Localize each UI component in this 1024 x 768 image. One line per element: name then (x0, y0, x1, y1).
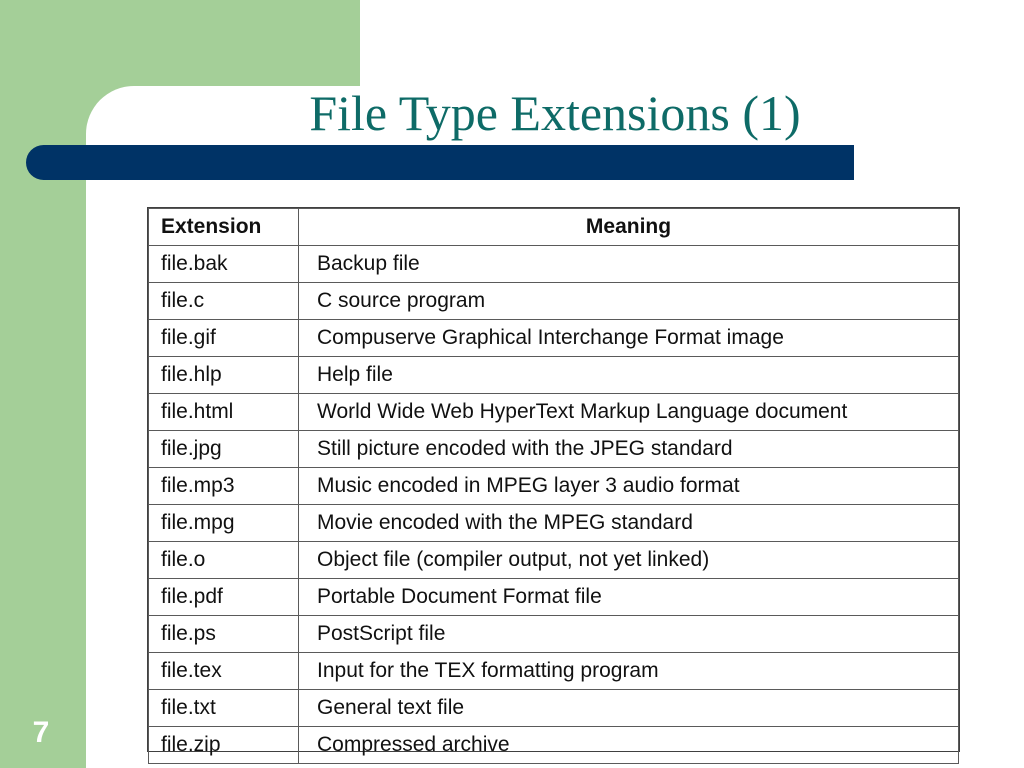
meaning-cell: Compuserve Graphical Interchange Format image (299, 320, 959, 357)
extensions-table (148, 208, 959, 764)
extension-cell: file.gif (149, 320, 299, 357)
table-row (149, 616, 959, 653)
extension-cell: file.tex (149, 653, 299, 690)
extension-cell: file.mpg (149, 505, 299, 542)
extension-cell: file.html (149, 394, 299, 431)
meaning-cell: C source program (299, 283, 959, 320)
meaning-cell: Input for the TEX formatting program (299, 653, 959, 690)
extension-column-header: Extension (149, 209, 299, 246)
extension-cell: file.mp3 (149, 468, 299, 505)
meaning-cell: General text file (299, 690, 959, 727)
extension-cell: file.txt (149, 690, 299, 727)
extension-cell: file.jpg (149, 431, 299, 468)
meaning-column-header: Meaning (299, 209, 959, 246)
table-row (149, 653, 959, 690)
extension-cell: file.bak (149, 246, 299, 283)
meaning-cell: Object file (compiler output, not yet linked) (299, 542, 959, 579)
table-row (149, 579, 959, 616)
meaning-cell: PostScript file (299, 616, 959, 653)
extension-cell: file.zip (149, 727, 299, 764)
meaning-cell: Still picture encoded with the JPEG standard (299, 431, 959, 468)
slide-title: File Type Extensions (1) (309, 85, 801, 141)
meaning-cell: Help file (299, 357, 959, 394)
slide-number: 7 (32, 716, 50, 749)
table-row (149, 542, 959, 579)
meaning-cell: Movie encoded with the MPEG standard (299, 505, 959, 542)
table-header-row (149, 209, 959, 246)
title-underline-bar (26, 145, 854, 180)
table-row (149, 468, 959, 505)
extension-cell: file.c (149, 283, 299, 320)
extension-cell: file.hlp (149, 357, 299, 394)
meaning-cell: Compressed archive (299, 727, 959, 764)
table-row (149, 690, 959, 727)
table-row (149, 320, 959, 357)
table-row (149, 431, 959, 468)
meaning-cell: Portable Document Format file (299, 579, 959, 616)
meaning-cell: Music encoded in MPEG layer 3 audio format (299, 468, 959, 505)
table-body (149, 246, 959, 764)
table-row (149, 246, 959, 283)
extensions-table-frame (147, 207, 960, 756)
table-row (149, 505, 959, 542)
extension-cell: file.o (149, 542, 299, 579)
extension-cell: file.pdf (149, 579, 299, 616)
table-row (149, 357, 959, 394)
table-row (149, 394, 959, 431)
table-row (149, 283, 959, 320)
table-row (149, 727, 959, 764)
meaning-cell: World Wide Web HyperText Markup Language document (299, 394, 959, 431)
meaning-cell: Backup file (299, 246, 959, 283)
extension-cell: file.ps (149, 616, 299, 653)
